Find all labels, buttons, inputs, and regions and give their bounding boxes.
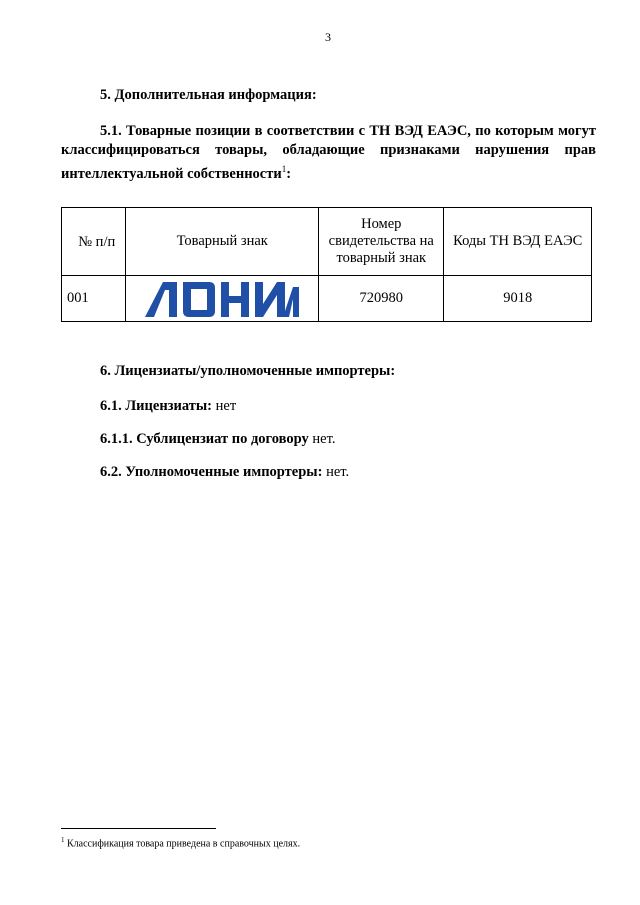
header-mark: Товарный знак [126, 208, 319, 276]
header-cert: Номер свидетельства на товарный знак [319, 208, 444, 276]
sublicensee-value: нет. [308, 431, 336, 447]
importers-value: нет. [322, 464, 350, 480]
row-num: 001 [62, 276, 126, 322]
footnote-ref[interactable]: 1 [281, 164, 287, 174]
footnote [61, 836, 300, 849]
licensees-value: нет [212, 398, 237, 414]
row-codes: 9018 [444, 276, 592, 322]
table-row [62, 276, 592, 322]
importers-label: 6.2. Уполномоченные импортеры: [100, 464, 323, 480]
header-num: № п/п [62, 208, 126, 276]
section-5-title: 5. Дополнительная информация: [100, 87, 317, 103]
row-cert: 720980 [319, 276, 444, 322]
trademark-table [61, 207, 592, 322]
section-6-2 [100, 464, 349, 481]
lonil-logo [143, 279, 301, 319]
licensees-label: 6.1. Лицензиаты: [100, 398, 213, 414]
page-number: 3 [325, 30, 331, 44]
footnote-separator [61, 828, 216, 829]
trademark-logo-cell [126, 276, 319, 322]
sublicensee-label: 6.1.1. Сублицензиат по договору [100, 431, 309, 447]
footnote-marker: 1 [61, 836, 65, 844]
section-6-1-1 [100, 431, 335, 448]
footnote-text: Классификация товара приведена в справочных целях. [64, 838, 301, 850]
section-5-1-colon: : [286, 165, 292, 182]
section-6-title-text: 6. Лицензиаты/уполномоченные импортеры: [100, 363, 396, 379]
section-5-1-text: 5.1. Товарные позиции в соответствии с ТН ВЭД ЕАЭС, по которым могут классифицироваться товары, обладающие признаками нарушения прав интеллектуальной собственности [61, 123, 596, 182]
header-codes: Коды ТН ВЭД ЕАЭС [444, 208, 592, 276]
section-5-1-paragraph [61, 122, 596, 184]
table-header-row [62, 208, 592, 276]
section-6-title [100, 363, 395, 380]
section-6-1 [100, 398, 236, 415]
